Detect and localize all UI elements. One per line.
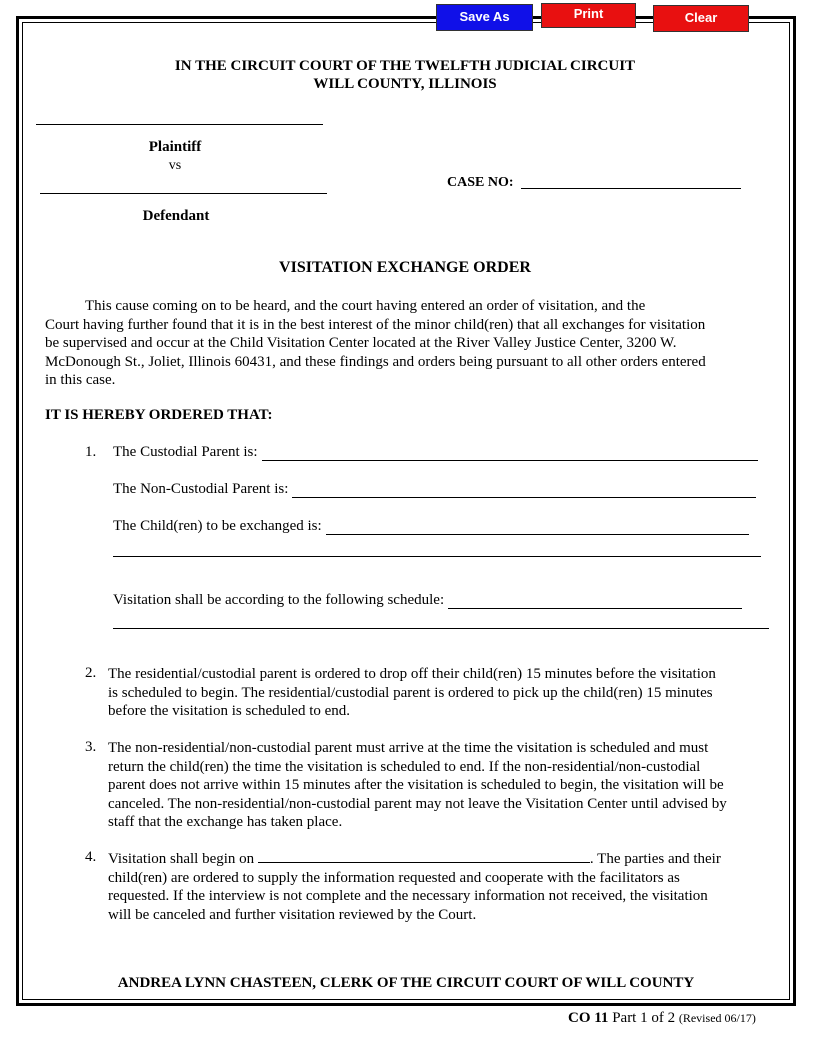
custodial-parent-field[interactable] xyxy=(262,446,758,461)
schedule-row xyxy=(113,592,742,609)
begin-date-label: Visitation shall begin on xyxy=(108,851,255,867)
intro-line: Court having further found that it is in the best interest of the minor child(ren) that all exchanges for visitation xyxy=(45,316,706,333)
case-no-field[interactable] xyxy=(521,175,741,189)
non-custodial-parent-field[interactable] xyxy=(292,483,756,498)
form-part: Part 1 of 2 xyxy=(612,1010,676,1026)
item-line: parent does not arrive within 15 minutes after the visitation is scheduled to begin, the visitation will be xyxy=(108,777,724,793)
plaintiff-field[interactable] xyxy=(36,124,323,125)
item-2-text xyxy=(108,665,773,721)
intro-line: in this case. xyxy=(45,372,116,388)
item-line xyxy=(108,849,773,869)
intro-paragraph xyxy=(45,297,773,390)
item-number: 1. xyxy=(85,444,97,460)
children-row xyxy=(113,518,749,535)
item-line: before the visitation is scheduled to end. xyxy=(108,703,351,719)
item-line: canceled. The non-residential/non-custodial parent may not leave the Visitation Center until advised by xyxy=(108,795,727,812)
custodial-parent-label: The Custodial Parent is: xyxy=(113,444,258,460)
form-revised: (Revised 06/17) xyxy=(678,1011,756,1025)
item-line: staff that the exchange has taken place. xyxy=(108,814,343,830)
children-field-line2[interactable] xyxy=(113,556,761,557)
vs-label: vs xyxy=(168,158,182,173)
item-line: is scheduled to begin. The residential/custodial parent is ordered to pick up the child(ren) 15 minutes xyxy=(108,684,713,701)
begin-date-field[interactable] xyxy=(258,849,590,863)
clerk-name: ANDREA LYNN CHASTEEN, CLERK OF THE CIRCUIT COURT OF WILL COUNTY xyxy=(117,975,695,991)
form-footer xyxy=(568,1010,756,1027)
save-as-button[interactable]: Save As xyxy=(436,4,533,31)
item-number: 2. xyxy=(85,665,97,681)
item-line: requested. If the interview is not complete and the necessary information not received, the visitation xyxy=(108,888,708,904)
item-line: The residential/custodial parent is ordered to drop off their child(ren) 15 minutes before the visitation xyxy=(108,666,716,682)
item-line-tail: . The parties and their xyxy=(589,851,721,867)
children-label: The Child(ren) to be exchanged is: xyxy=(113,518,322,534)
schedule-field-line2[interactable] xyxy=(113,628,769,629)
item-number: 3. xyxy=(85,739,97,755)
county-name: WILL COUNTY, ILLINOIS xyxy=(313,76,497,92)
non-custodial-parent-row xyxy=(113,481,756,498)
item-line: child(ren) are ordered to supply the information requested and cooperate with the facilitators as xyxy=(108,869,680,886)
item-line: will be canceled and further visitation reviewed by the Court. xyxy=(108,906,477,923)
intro-line: McDonough St., Joliet, Illinois 60431, and these findings and orders being pursuant to all other orders entered xyxy=(45,353,706,370)
schedule-label: Visitation shall be according to the following schedule: xyxy=(113,592,445,608)
children-field[interactable] xyxy=(326,520,749,535)
clear-button[interactable]: Clear xyxy=(653,5,749,32)
case-no-label: CASE NO: xyxy=(447,175,514,190)
intro-line: be supervised and occur at the Child Visitation Center located at the River Valley Justice Center, 3200 W. xyxy=(45,335,677,351)
plaintiff-label: Plaintiff xyxy=(148,139,202,155)
item-line: return the child(ren) the time the visitation is scheduled to end. If the non-residential/non-custodial xyxy=(108,758,701,775)
defendant-field[interactable] xyxy=(40,193,327,194)
non-custodial-parent-label: The Non-Custodial Parent is: xyxy=(113,481,289,497)
document-title: VISITATION EXCHANGE ORDER xyxy=(279,259,531,276)
form-code: CO 11 xyxy=(568,1010,609,1026)
court-name: IN THE CIRCUIT COURT OF THE TWELFTH JUDICIAL CIRCUIT xyxy=(174,58,636,74)
print-button[interactable]: Print xyxy=(541,3,636,28)
item-line: The non-residential/non-custodial parent must arrive at the time the visitation is scheduled and must xyxy=(108,740,709,756)
ordered-heading: IT IS HEREBY ORDERED THAT: xyxy=(45,407,273,423)
item-4-text xyxy=(108,849,773,924)
item-number: 4. xyxy=(85,849,97,865)
defendant-label: Defendant xyxy=(142,208,210,224)
custodial-parent-row xyxy=(113,444,758,461)
item-3-text xyxy=(108,739,773,832)
schedule-field[interactable] xyxy=(448,594,742,609)
intro-line: This cause coming on to be heard, and the court having entered an order of visitation, and the xyxy=(85,298,646,314)
